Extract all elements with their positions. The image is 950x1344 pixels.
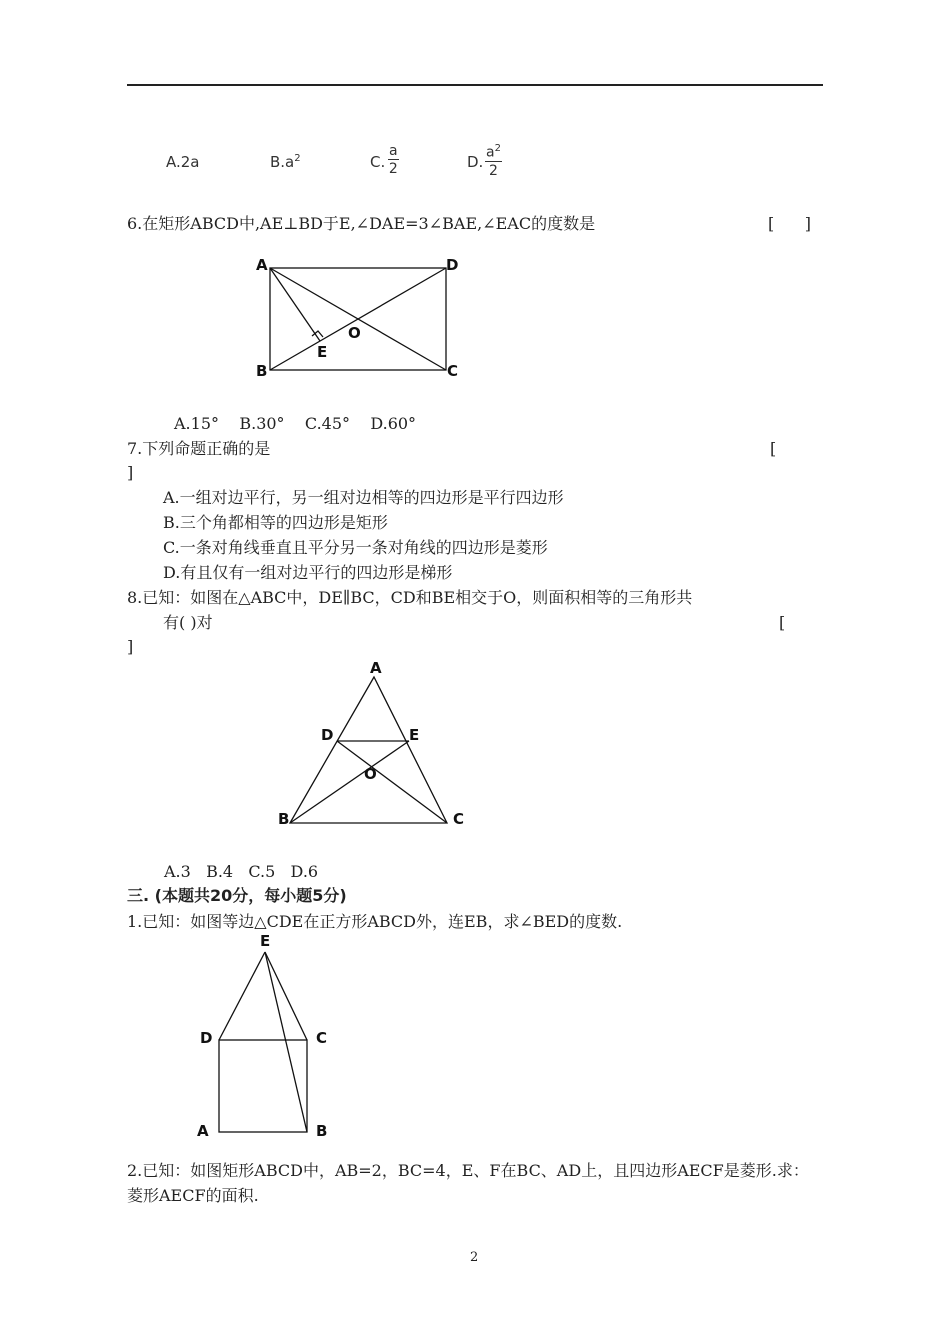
q8-triangle-figure bbox=[275, 655, 475, 830]
q6-answer-bracket: [ ] bbox=[768, 214, 811, 233]
q8-label-o: O bbox=[364, 765, 377, 783]
q8-stem-line2: 有( )对 bbox=[163, 613, 213, 632]
q7-option-c: C.一条对角线垂直且平分另一条对角线的四边形是菱形 bbox=[163, 538, 548, 557]
q8-stem-line1: 8.已知：如图在△ABC中，DE∥BC，CD和BE相交于O，则面积相等的三角形共 bbox=[127, 588, 693, 607]
q7-option-b: B.三个角都相等的四边形是矩形 bbox=[163, 513, 388, 532]
page-number: 2 bbox=[470, 1250, 479, 1265]
q6-label-b: B bbox=[256, 362, 268, 380]
q7-bracket-close: ] bbox=[127, 463, 134, 482]
q7-option-a: A.一组对边平行，另一组对边相等的四边形是平行四边形 bbox=[163, 488, 564, 507]
q6-label-o: O bbox=[348, 324, 361, 342]
q1-label-b: B bbox=[316, 1122, 328, 1140]
q8-label-c: C bbox=[453, 810, 465, 828]
q8-label-e: E bbox=[409, 726, 420, 744]
section3-q2-line1: 2.已知：如图矩形ABCD中，AB=2，BC=4，E、F在BC、AD上，且四边形AECF是菱形.求： bbox=[127, 1161, 809, 1180]
q8-bracket-close: ] bbox=[127, 637, 134, 656]
q6-label-d: D bbox=[446, 256, 459, 274]
q7-bracket-open: [ bbox=[770, 439, 777, 458]
section3-q1-figure bbox=[190, 930, 350, 1140]
q7-option-d: D.有且仅有一组对边平行的四边形是梯形 bbox=[163, 563, 453, 582]
q6-label-a: A bbox=[256, 256, 268, 274]
section3-q1: 1.已知：如图等边△CDE在正方形ABCD外，连EB，求∠BED的度数. bbox=[127, 912, 623, 931]
q1-label-e: E bbox=[260, 932, 271, 950]
q5-option-d-fraction: $\frac{a^2}{2}$ bbox=[486, 143, 501, 179]
q8-label-d: D bbox=[321, 726, 334, 744]
q8-options: A.3 B.4 C.5 D.6 bbox=[164, 862, 319, 881]
q6-label-c: C bbox=[447, 362, 459, 380]
q8-label-a: A bbox=[370, 659, 382, 677]
q5-option-c-prefix: C. bbox=[370, 153, 386, 171]
q1-label-c: C bbox=[316, 1029, 328, 1047]
q8-bracket-open: [ bbox=[779, 613, 786, 632]
section3-heading: 三. (本题共20分，每小题5分) bbox=[127, 886, 347, 905]
q8-label-b: B bbox=[278, 810, 290, 828]
q5-option-a: A.2a bbox=[166, 153, 200, 171]
section3-q2-line2: 菱形AECF的面积. bbox=[127, 1186, 259, 1205]
q5-option-b: $B.a^2$ bbox=[270, 153, 301, 171]
q1-label-a: A bbox=[197, 1122, 209, 1140]
q6-rectangle-figure bbox=[250, 250, 470, 385]
q5-option-d-prefix: D. bbox=[467, 153, 484, 171]
q6-label-e: E bbox=[317, 343, 328, 361]
q6-stem: 6.在矩形ABCD中,AE⊥BD于E,∠DAE=3∠BAE,∠EAC的度数是 bbox=[127, 214, 596, 233]
q1-label-d: D bbox=[200, 1029, 213, 1047]
header-rule bbox=[127, 84, 823, 86]
q5-option-c-fraction: $\frac{a}{2}$ bbox=[388, 143, 398, 177]
q7-stem: 7.下列命题正确的是 bbox=[127, 439, 271, 458]
q6-options: A.15° B.30° C.45° D.60° bbox=[174, 414, 417, 433]
